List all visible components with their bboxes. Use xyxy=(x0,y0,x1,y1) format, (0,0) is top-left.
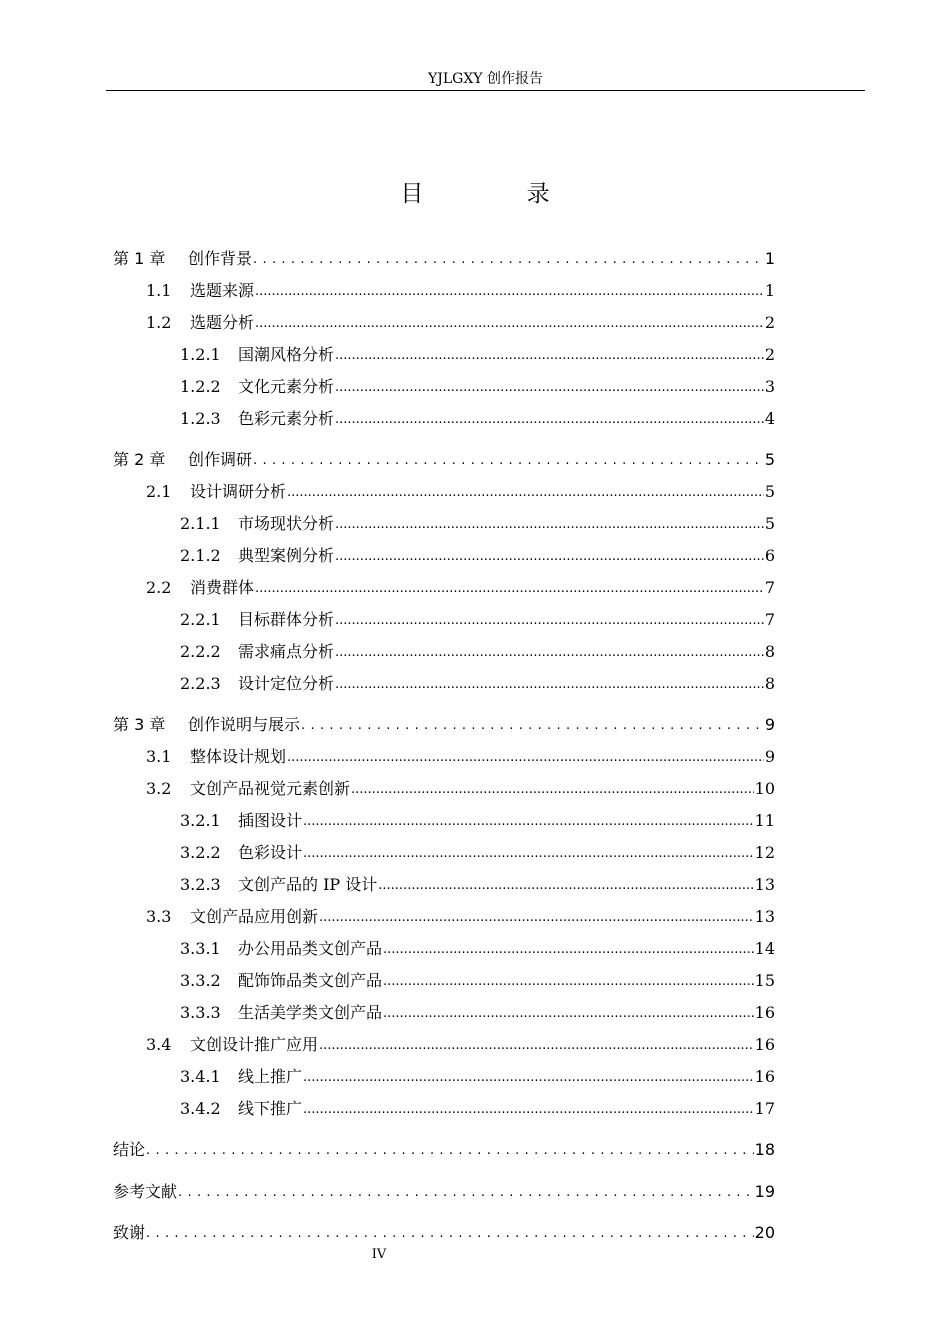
toc-dot-leader xyxy=(319,1034,754,1056)
toc-entry-page: 16 xyxy=(754,1003,775,1022)
toc-entry-title: 文创产品的 IP 设计 xyxy=(238,875,378,894)
toc-entry-number: 3.2.2 xyxy=(180,843,221,862)
toc-entry-page: 7 xyxy=(764,610,775,629)
toc-entry[interactable] xyxy=(113,1223,775,1245)
toc-entry-page: 3 xyxy=(764,377,775,396)
toc-entry-title: 文创设计推广应用 xyxy=(190,1035,319,1054)
toc-entry[interactable] xyxy=(180,811,775,833)
toc-entry[interactable] xyxy=(180,1003,775,1025)
toc-entry-number: 3.3 xyxy=(146,907,172,926)
toc-entry-page: 5 xyxy=(764,450,775,469)
toc-entry-page: 5 xyxy=(764,514,775,533)
toc-entry-number: 3.1 xyxy=(146,747,172,766)
toc-entry-title: 市场现状分析 xyxy=(238,514,335,533)
toc-entry[interactable] xyxy=(113,1182,775,1204)
toc-dot-leader xyxy=(319,906,754,928)
toc-entry-title: 文创产品视觉元素创新 xyxy=(190,779,351,798)
toc-entry[interactable] xyxy=(180,1067,775,1089)
toc-entry-title: 创作调研 xyxy=(188,450,253,469)
toc-entry[interactable] xyxy=(146,313,775,335)
toc-entry-page: 7 xyxy=(764,578,775,597)
toc-entry-title: 致谢 xyxy=(113,1223,146,1242)
toc-entry-page: 14 xyxy=(754,939,775,958)
toc-entry-title: 设计定位分析 xyxy=(238,674,335,693)
toc-dot-leader xyxy=(383,938,754,960)
toc-entry[interactable] xyxy=(113,450,775,472)
toc-entry-title: 文化元素分析 xyxy=(238,377,335,396)
toc-entry-number: 2.2.2 xyxy=(180,642,221,661)
toc-entry-number: 2.2 xyxy=(146,578,172,597)
toc-entry-page: 4 xyxy=(764,409,775,428)
toc-entry[interactable] xyxy=(146,779,775,801)
toc-entry-title: 线上推广 xyxy=(238,1067,303,1086)
toc-entry-page: 10 xyxy=(754,779,775,798)
toc-entry-page: 15 xyxy=(754,971,775,990)
toc-entry-page: 17 xyxy=(754,1099,775,1118)
toc-entry[interactable] xyxy=(180,1099,775,1121)
toc-entry-title: 结论 xyxy=(113,1140,146,1159)
toc-entry-number: 3.2.1 xyxy=(180,811,221,830)
toc-entry-number: 1.2.3 xyxy=(180,409,221,428)
toc-entry-number: 2.2.3 xyxy=(180,674,221,693)
toc-dot-leader xyxy=(255,280,764,302)
toc-entry-title: 插图设计 xyxy=(238,811,303,830)
toc-dot-leader xyxy=(303,810,754,832)
toc-dot-leader xyxy=(335,344,764,366)
toc-entry-number: 2.2.1 xyxy=(180,610,221,629)
toc-entry[interactable] xyxy=(146,482,775,504)
toc-entry-title: 色彩元素分析 xyxy=(238,409,335,428)
toc-entry-number: 3.2.3 xyxy=(180,875,221,894)
toc-entry-page: 8 xyxy=(764,642,775,661)
toc-entry-title: 整体设计规划 xyxy=(190,747,287,766)
toc-entry[interactable] xyxy=(146,281,775,303)
toc-entry-title: 办公用品类文创产品 xyxy=(238,939,383,958)
toc-entry-number: 1.2 xyxy=(146,313,172,332)
toc-dot-leader xyxy=(303,1098,754,1120)
toc-entry-title: 线下推广 xyxy=(238,1099,303,1118)
toc-entry-page: 6 xyxy=(764,546,775,565)
toc-dot-leader xyxy=(335,673,764,695)
toc-entry[interactable] xyxy=(146,578,775,600)
toc-entry-page: 1 xyxy=(764,249,775,268)
toc-entry-title: 典型案例分析 xyxy=(238,546,335,565)
toc-entry[interactable] xyxy=(113,249,775,271)
toc-entry[interactable] xyxy=(180,674,775,696)
toc-entry-page: 19 xyxy=(754,1182,775,1201)
toc-entry-number: 第 3 章 xyxy=(113,715,166,734)
toc-entry-page: 1 xyxy=(764,281,775,300)
toc-entry-number: 3.4 xyxy=(146,1035,172,1054)
toc-entry-number: 1.2.2 xyxy=(180,377,221,396)
toc-entry-page: 13 xyxy=(754,907,775,926)
toc-entry-number: 3.2 xyxy=(146,779,172,798)
toc-entry-page: 9 xyxy=(764,715,775,734)
toc-entry[interactable] xyxy=(180,409,775,431)
toc-dot-leader xyxy=(255,312,764,334)
toc-entry-number: 3.3.2 xyxy=(180,971,221,990)
toc-dot-leader xyxy=(335,641,764,663)
toc-dot-leader xyxy=(301,714,764,736)
toc-entry-page: 12 xyxy=(754,843,775,862)
toc-entry-number: 3.4.1 xyxy=(180,1067,221,1086)
toc-entry[interactable] xyxy=(180,875,775,897)
page-number: IV xyxy=(371,1247,387,1262)
toc-dot-leader xyxy=(383,1002,754,1024)
toc-dot-leader xyxy=(335,545,764,567)
toc-entry[interactable] xyxy=(113,715,775,737)
toc-entry-title: 选题分析 xyxy=(190,313,255,332)
toc-dot-leader xyxy=(146,1222,754,1244)
toc-entry-page: 13 xyxy=(754,875,775,894)
toc-entry-number: 第 2 章 xyxy=(113,450,166,469)
toc-entry-page: 11 xyxy=(754,811,775,830)
toc-dot-leader xyxy=(383,970,754,992)
toc-entry-page: 5 xyxy=(764,482,775,501)
toc-entry[interactable] xyxy=(146,747,775,769)
header-rule xyxy=(106,90,865,91)
toc-entry-number: 3.3.3 xyxy=(180,1003,221,1022)
toc-entry-title: 消费群体 xyxy=(190,578,255,597)
toc-entry-number: 1.2.1 xyxy=(180,345,221,364)
toc-entry-number: 2.1 xyxy=(146,482,172,501)
toc-dot-leader xyxy=(178,1181,754,1203)
toc-entry-number: 3.4.2 xyxy=(180,1099,221,1118)
toc-entry[interactable] xyxy=(180,377,775,399)
toc-title: 目 录 xyxy=(400,181,598,207)
toc-dot-leader xyxy=(253,449,764,471)
toc-dot-leader xyxy=(253,248,764,270)
toc-entry-page: 9 xyxy=(764,747,775,766)
toc-dot-leader xyxy=(287,746,764,768)
toc-entry[interactable] xyxy=(180,610,775,632)
toc-entry-title: 配饰饰品类文创产品 xyxy=(238,971,383,990)
toc-dot-leader xyxy=(351,778,754,800)
toc-entry-title: 创作说明与展示 xyxy=(188,715,301,734)
toc-entry[interactable] xyxy=(180,514,775,536)
toc-entry[interactable] xyxy=(113,1140,775,1162)
toc-entry[interactable] xyxy=(146,1035,775,1057)
toc-entry-number: 2.1.1 xyxy=(180,514,221,533)
toc-entry-page: 2 xyxy=(764,313,775,332)
toc-entry[interactable] xyxy=(180,345,775,367)
toc-dot-leader xyxy=(335,408,764,430)
toc-entry-number: 第 1 章 xyxy=(113,249,166,268)
toc-entry-page: 16 xyxy=(754,1067,775,1086)
toc-dot-leader xyxy=(303,842,754,864)
toc-entry[interactable] xyxy=(180,939,775,961)
toc-dot-leader xyxy=(378,874,753,896)
toc-entry-title: 创作背景 xyxy=(188,249,253,268)
toc-entry-page: 18 xyxy=(754,1140,775,1159)
toc-entry-title: 生活美学类文创产品 xyxy=(238,1003,383,1022)
toc-entry[interactable] xyxy=(180,971,775,993)
toc-entry-page: 8 xyxy=(764,674,775,693)
toc-entry[interactable] xyxy=(180,546,775,568)
toc-entry-page: 20 xyxy=(754,1223,775,1242)
toc-dot-leader xyxy=(287,481,764,503)
toc-entry-title: 选题来源 xyxy=(190,281,255,300)
toc-dot-leader xyxy=(255,577,764,599)
toc-entry-title: 参考文献 xyxy=(113,1182,178,1201)
toc-dot-leader xyxy=(303,1066,754,1088)
toc-entry-title: 设计调研分析 xyxy=(190,482,287,501)
toc-dot-leader xyxy=(335,376,764,398)
toc-entry-title: 国潮风格分析 xyxy=(238,345,335,364)
toc-entry-title: 需求痛点分析 xyxy=(238,642,335,661)
toc-entry-number: 3.3.1 xyxy=(180,939,221,958)
toc-entry[interactable] xyxy=(180,642,775,664)
toc-dot-leader xyxy=(335,609,764,631)
toc-dot-leader xyxy=(146,1139,754,1161)
toc-dot-leader xyxy=(335,513,764,535)
toc-entry-title: 目标群体分析 xyxy=(238,610,335,629)
toc-entry-title: 文创产品应用创新 xyxy=(190,907,319,926)
toc-entry-title: 色彩设计 xyxy=(238,843,303,862)
page-header: YJLGXY 创作报告 xyxy=(428,71,543,87)
toc-entry-page: 2 xyxy=(764,345,775,364)
toc-entry[interactable] xyxy=(180,843,775,865)
toc-entry[interactable] xyxy=(146,907,775,929)
toc-entry-number: 1.1 xyxy=(146,281,172,300)
toc-entry-number: 2.1.2 xyxy=(180,546,221,565)
toc-entry-page: 16 xyxy=(754,1035,775,1054)
